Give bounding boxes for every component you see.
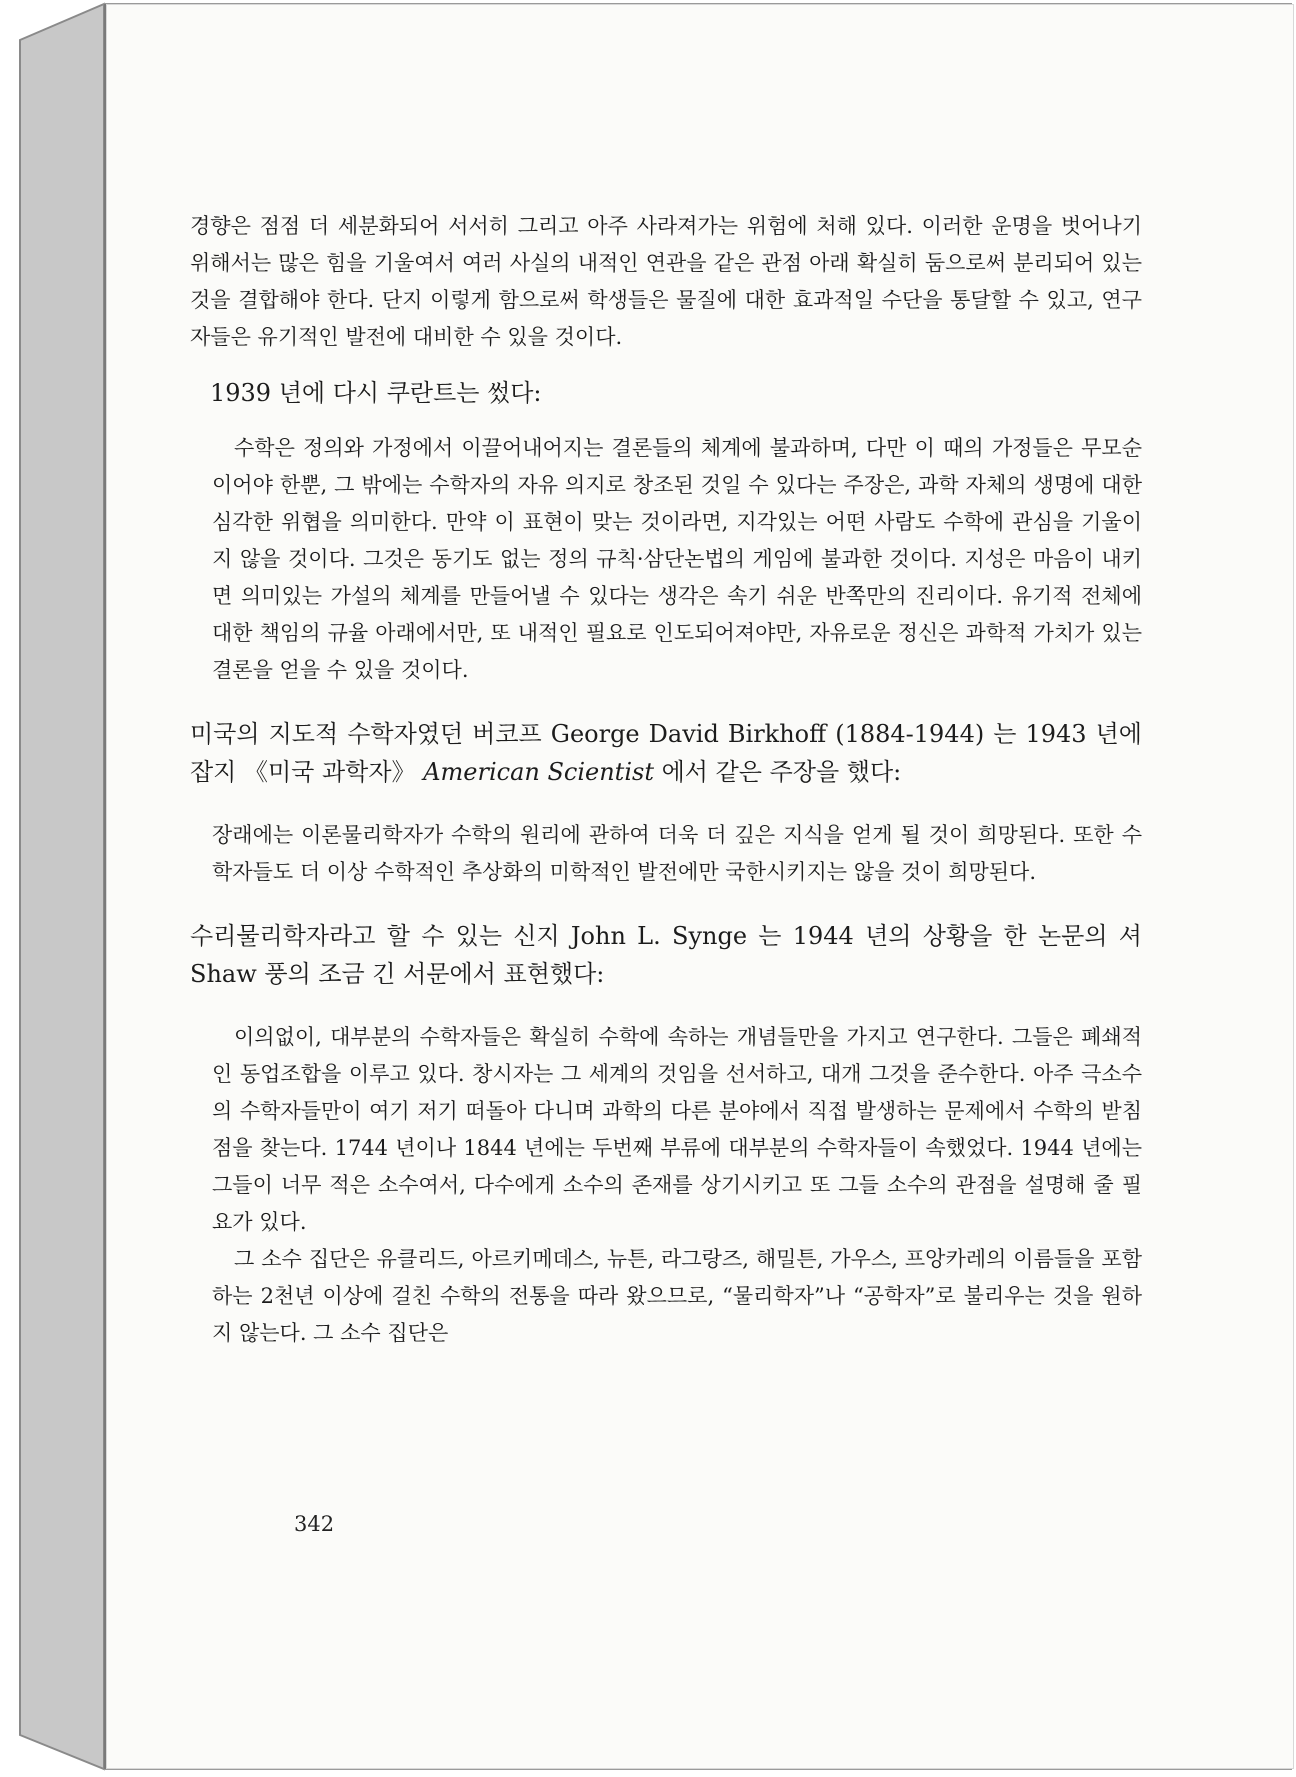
synge-intro: 수리물리학자라고 할 수 있는 신지 John L. Synge 는 1944 년의 상황을 한 논문의 셔 Shaw 풍의 조금 긴 서문에서 표현했다: [190,922,1142,988]
birkhoff-intro [190,715,1142,791]
birkhoff-quote: 장래에는 이론물리학자가 수학의 원리에 관하여 더욱 더 깊은 지식을 얻게 될 것이 희망된다. 또한 수학자들도 더 이상 수학적인 추상화의 미학적인 발전에만 국한시키지는 않을 것이 희망된다. [212,823,1142,884]
paragraph-1: 경향은 점점 더 세분화되어 서서히 그리고 아주 사라져가는 위험에 처해 있다. 이러한 운명을 벗어나기 위해서는 많은 힘을 기울여서 여러 사실의 내적인 연관을 같은 관점 아래 확실히 둠으로써 분리되어 있는 것을 결합해야 한다. 단지 이렇게 함으로써 학생들은 물질에 대한 효과적일 수단을 통달할 수 있고, 연구자들은 유기적인 발전에 대비한 수 있을 것이다. [190,214,1142,349]
page-content [190,208,1142,1352]
journal-title: American Scientist [423,758,654,786]
courant-quote: 수학은 정의와 가정에서 이끌어내어지는 결론들의 체계에 불과하며, 다만 이 때의 가정들은 무모순이어야 한뿐, 그 밖에는 수학자의 자유 의지로 창조된 것일 수 있다는 주장은, 과학 자체의 생명에 대한 심각한 위협을 의미한다. 만약 이 표현이 맞는 것이라면, 지각있는 어떤 사람도 수학에 관심을 기울이지 않을 것이다. 그것은 동기도 없는 정의 규칙·삼단논법의 게임에 불과한 것이다. 지성은 마음이 내키면 의미있는 가설의 체계를 만들어낼 수 있다는 생각은 속기 쉬운 반쪽만의 진리이다. 유기적 전체에 대한 책임의 규율 아래에서만, 또 내적인 필요로 인도되어져야만, 자유로운 정신은 과학적 가치가 있는 결론을 얻을 수 있을 것이다. [212,436,1142,682]
synge-quote-1: 이의없이, 대부분의 수학자들은 확실히 수학에 속하는 개념들만을 가지고 연구한다. 그들은 폐쇄적인 동업조합을 이루고 있다. 창시자는 그 세계의 것임을 선서하고, 대개 그것을 준수한다. 아주 극소수의 수학자들만이 여기 저기 떠돌아 다니며 과학의 다른 분야에서 직접 발생하는 문제에서 수학의 받침점을 찾는다. 1744 년이나 1844 년에는 두번째 부류에 대부분의 수학자들이 속했었다. 1944 년에는 그들이 너무 적은 소수여서, 다수에게 소수의 존재를 상기시키고 또 그들 소수의 관점을 설명해 줄 필요가 있다. [212,1025,1142,1234]
birkhoff-intro-text: 미국의 지도적 수학자였던 버코프 George David Birkhoff (1884-1944) 는 1943 년에 잡지 《미국 과학자》 [190,720,1142,786]
synge-quote-2: 그 소수 집단은 유클리드, 아르키메데스, 뉴튼, 라그랑즈, 해밀튼, 가우스, 프앙카레의 이름들을 포함하는 2천년 이상에 걸친 수학의 전통을 따라 왔으므로, “물리학자”나 “공학자”로 불리우는 것을 원하지 않는다. 그 소수 집단은 [212,1247,1142,1345]
courant-intro: 1939 년에 다시 쿠란트는 썼다: [210,379,542,407]
page-number: 342 [294,1512,335,1536]
birkhoff-intro-tail: 에서 같은 주장을 했다: [661,758,902,786]
